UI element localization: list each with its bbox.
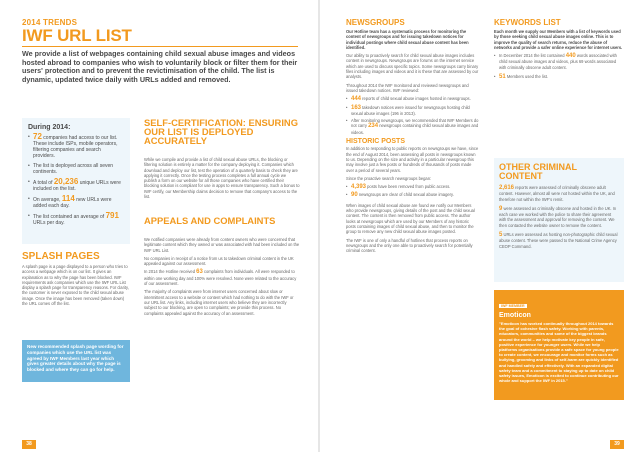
stats-box bbox=[22, 118, 130, 244]
newsgroups-lead: Our Hotline team has a systematic process for monitoring the content of newsgroups and for issuing takedown notices for individual postings where child sexual abuse content has been identified. bbox=[346, 29, 469, 50]
appeals-paragraph: The majority of complaints were from internet users concerned about slow or intermittent access to a website or content which had nothing to do with the IWF or our URL list. Any links, including internet users who believe they are incorrectly subject to our blocking, are open to complaints; we provide this process. No complaints appealed against the accuracy of an assessment. bbox=[144, 289, 294, 316]
member-quote-box bbox=[494, 290, 624, 400]
occ-paragraph: 2,616 reports were assessed of criminally obscene adult content. However, almost all were not hosted within the UK, and therefore not within the IWF's remit. bbox=[499, 185, 615, 202]
page-number-right: 39 bbox=[610, 440, 624, 449]
splash-body: A splash page is a page displayed to a person who tries to access a webpage which is on our list. It gives an explanation as to why the page has been blocked. IWF requirements ask companies which use the IWF URL List display a splash page for transparency reasons. For clarity, the customer is never exposed to the child sexual abuse image. Once the image has been removed (taken down) the URL comes off the list. bbox=[22, 264, 129, 307]
newsgroups-paragraph: Throughout 2014 the IWF monitored and reviewed newsgroups and issued takedown notices. IWF reviewed: bbox=[346, 82, 469, 93]
member-tag: IWF MEMBER bbox=[501, 304, 525, 308]
appeals-heading: APPEALS AND COMPLAINTS bbox=[144, 215, 276, 226]
newsgroups-body bbox=[346, 29, 480, 256]
list-item: • A total of 20,236 unique URLs were included on the list. bbox=[28, 179, 124, 192]
list-item: • In December 2014 the list contained 440 words associated with child sexual abuse images and videos, plus 69 words associated with criminally obscene adult content. bbox=[494, 53, 624, 70]
stats-list bbox=[28, 134, 124, 226]
occ-paragraph: 5 URLs were assessed as hosting non-photographic child sexual abuse content. These were passed to the National Crime Agency CEOP Command. bbox=[499, 232, 618, 249]
section-kicker: 2014 TRENDS bbox=[22, 18, 78, 27]
selfcert-heading: SELF-CERTIFICATION: ENSURING OUR LIST IS DEPLOYED ACCURATELY bbox=[144, 117, 298, 146]
historic-paragraph: Since the proactive search newsgroups began: bbox=[346, 175, 432, 181]
page-title: IWF URL LIST bbox=[22, 26, 132, 45]
historic-paragraph: The IWF is one of only a handful of hotlines that process reports on newsgroups and the only one able to proactively search for potentially criminal content. bbox=[346, 237, 473, 254]
appeals-paragraph: No companies in receipt of a notice from us to takedown criminal content in the UK appealed against our assessment. bbox=[144, 255, 294, 267]
historic-paragraph: When images of child sexual abuse are found we notify our Members who provide newsgroups, giving details of the post and the child sexual content. The content is then removed from public access. The author looks at newsgroups which are used by our Members of any historic posts containing images of child sexual abuse, and then to monitor the group to remove any new child sexual abuse images posted. bbox=[346, 202, 475, 235]
appeals-body bbox=[144, 237, 300, 319]
list-item: • 163 takedown notices were issued for newsgroups hosting child sexual abuse images (196 in 2013). bbox=[346, 105, 480, 117]
newsgroups-heading: NEWSGROUPS bbox=[346, 18, 405, 27]
list-item: • 90 newsgroups are clear of child sexual abuse imagery. bbox=[346, 192, 480, 198]
historic-list bbox=[346, 184, 480, 199]
list-item: • 4,393 posts have been removed from public access. bbox=[346, 184, 480, 190]
intro-paragraph: We provide a list of webpages containing child sexual abuse images and videos hosted abroad to companies who wish to voluntarily block or filter them for their users' protection and to prevent the revictimisation of the child. The list is dynamic, updated twice daily with URLs added and removed. bbox=[22, 49, 298, 84]
list-item: • The list contained an average of 791 URLs per day. bbox=[28, 213, 124, 226]
member-quote: "Emoticon has worked continually throughout 2014 towards the goal of cohesive flash safety. Working with parents, educators, communities and some of the biggest brands around the world – we help motivate key people in safe, positive experience for younger users. While we help platforms organisations provide a safe space for young people to create content, we encourage and monitor forms such as bullying, grooming and links of self-harm are quickly identified and handled safely and effectively. With an expanded digital safety team and a commitment to staying up to date on child safety issues, Emoticon is excited to continue contributing our whole and support the IWF in 2015." bbox=[499, 321, 619, 384]
keywords-lead: Each month we supply our Members with a list of keywords used by those seeking child sexual abuse images online. This is to improve the quality of search returns, reduce the abuse of networks and provide a safer online experience for internet users. bbox=[494, 29, 623, 50]
list-item: • On average, 114 new URLs were added each day. bbox=[28, 196, 124, 209]
list-item: • After monitoring newsgroups, we recommended that IWF Members do not carry 234 newsgroups containing child sexual abuse images and videos. bbox=[346, 118, 480, 135]
keywords-list bbox=[494, 53, 624, 80]
keywords-body bbox=[494, 29, 624, 84]
title-divider bbox=[22, 46, 298, 47]
list-item: • 51 Members used the list. bbox=[494, 74, 624, 80]
page-number-left: 38 bbox=[22, 440, 36, 449]
other-criminal-content-box bbox=[494, 158, 624, 282]
keywords-heading: KEYWORDS LIST bbox=[494, 18, 561, 27]
appeals-paragraph: In 2014 the Hotline received 63 complaints from individuals. All were responded to within one working day and 100% were resolved. None were related to the accuracy of our assessment. bbox=[144, 269, 297, 287]
selfcert-body: While we compile and provide a list of child sexual abuse URLs, the blocking or filtering solution is entirely a matter for the company deploying it. Companies which download and deploy our list, test the operation of a quarterly basis to check they are applying it correctly. Once the testing process completes a full annual cycle we publish a form on our website for all those companies who have certified their blocking solution is compliant for use in apps to ensure transparency. Such a bonus to IWF certify, our Membership claims decision to remove that company's access to the list. bbox=[144, 157, 300, 200]
appeals-paragraph: We notified companies were already from content owners who were concerned that legitimate content which they owned or was associated with had been included on the IWF URL List. bbox=[144, 237, 300, 253]
list-item: • 444 reports of child sexual abuse images hosted in newsgroups. bbox=[346, 96, 480, 102]
splash-heading: SPLASH PAGES bbox=[22, 251, 100, 262]
occ-paragraph: 9 were assessed as criminally obscene and hosted in the UK. In each case we worked with the police to share their agreement with the assessment and approval for removing the content. We then contacted the website owner to remove the content. bbox=[499, 205, 617, 228]
splash-note-box: New recommended splash page wording for companies which use the URL list was agreed by IWF Members last year which gives greater details about why the page is blocked and where they can go for help. bbox=[22, 340, 130, 382]
newsgroups-list bbox=[346, 96, 480, 135]
newsgroups-paragraph: Our ability to proactively search for child sexual abuse images includes content in newsgroups. Newsgroups are forums on the internet service which are used to discuss specific topics. Some newsgroups carry binary files including images and videos and it is these that are assessed by our analysts. bbox=[346, 53, 479, 80]
list-item: • 72 companies had access to our list. These include ISPs, mobile operators, filtering companies and search providers. bbox=[28, 134, 124, 159]
stats-heading: During 2014: bbox=[28, 124, 71, 131]
historic-posts-heading: HISTORIC POSTS bbox=[346, 138, 405, 146]
occ-heading: OTHER CRIMINAL CONTENT bbox=[499, 162, 577, 181]
historic-paragraph: In addition to responding to public reports on newsgroups we have, since the end of August 2014, been assessing all posts in newsgroups known to us. Depending on the size and activity in a particular newsgroup this may involve just a few posts or hundreds of thousands of posts made over a period of several years. bbox=[346, 146, 479, 173]
member-heading: Emoticon bbox=[499, 312, 531, 319]
list-item: • The list is deployed across all seven continents. bbox=[28, 163, 124, 175]
